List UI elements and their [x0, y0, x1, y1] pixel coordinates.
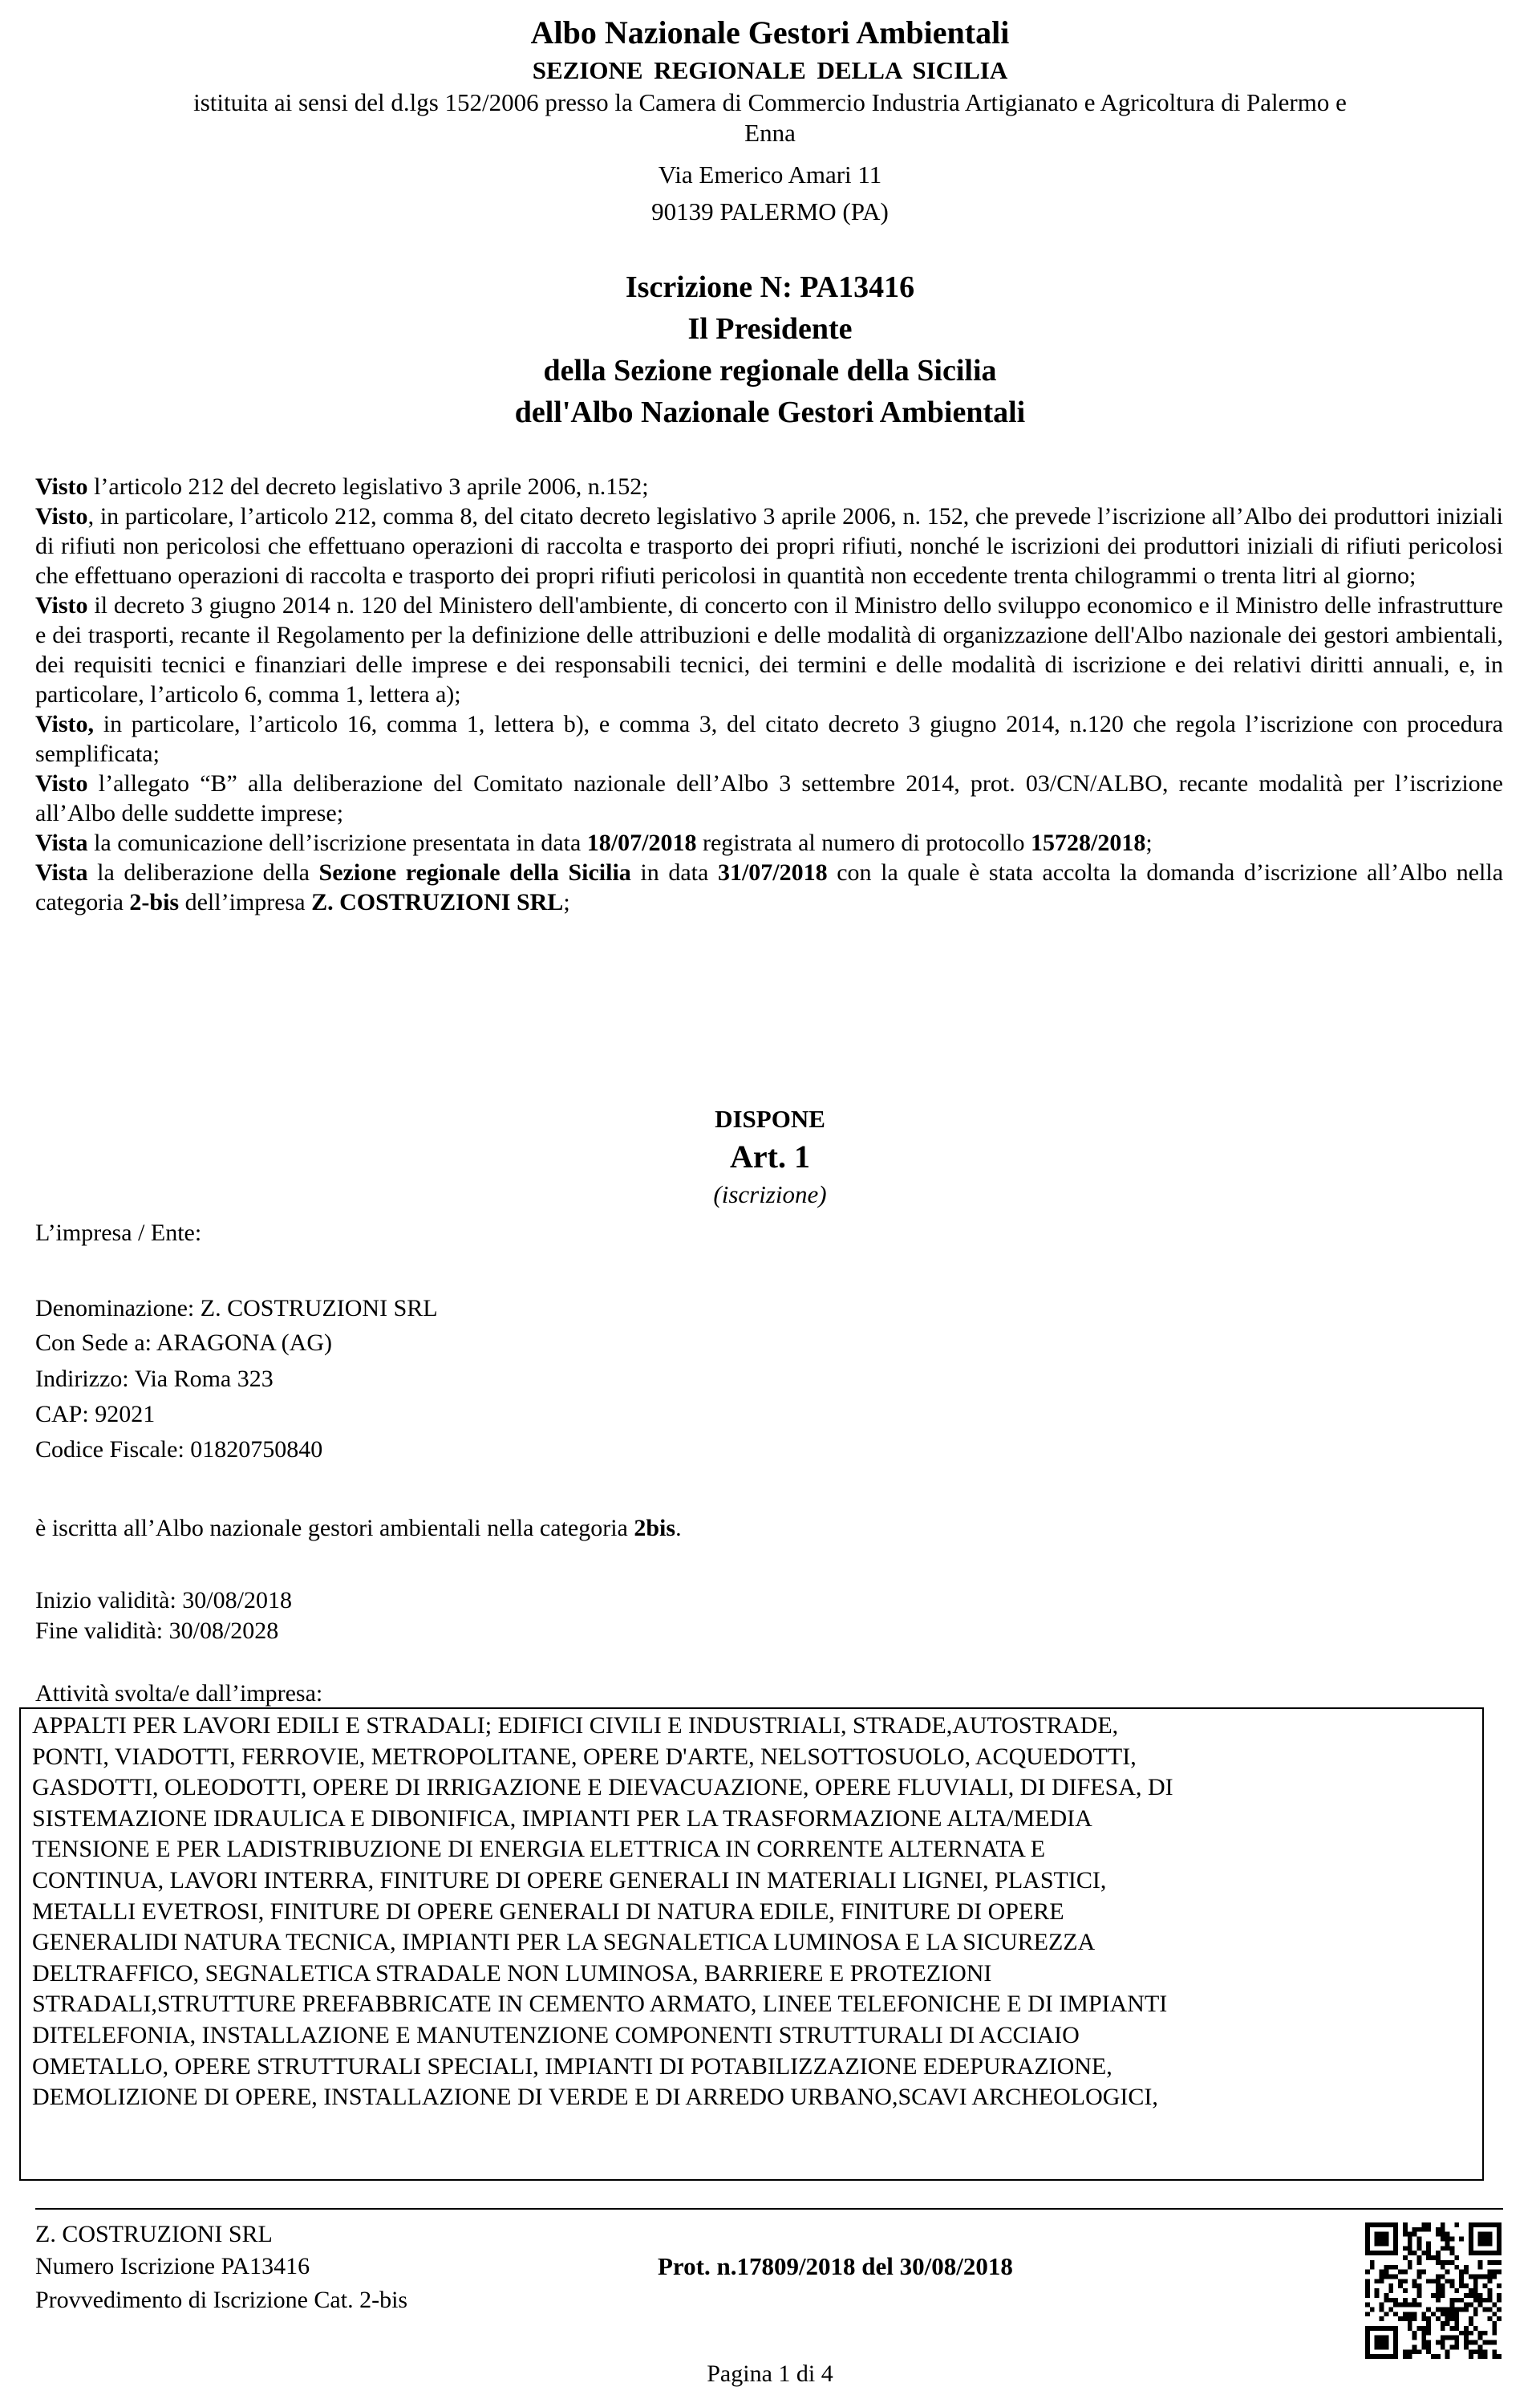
- activities-box: [19, 1707, 1484, 2181]
- activity-line: DEMOLIZIONE DI OPERE, INSTALLAZIONE DI VERDE E DI ARREDO URBANO,SCAVI ARCHEOLOGICI,: [32, 2084, 1158, 2111]
- activity-line: SISTEMAZIONE IDRAULICA E DIBONIFICA, IMPIANTI PER LA TRASFORMAZIONE ALTA/MEDIA: [32, 1804, 1092, 1832]
- premise-2: Visto, in particolare, l’articolo 212, comma 8, del citato decreto legislativo 3 aprile 2006, n. 152, che prevede l’iscrizione all’Albo dei produttori iniziali di rifiuti non pericolosi che effettuano operazioni di raccolta e trasporto dei propri rifiuti, nonché le iscrizioni dei produttori iniziali di rifiuti pericolosi che effettuano operazioni di raccolta e trasporto dei propri rifiuti pericolosi in quantità non eccedente trenta chilogrammi o trenta litri al giorno;: [35, 503, 1503, 589]
- vista-deliberation: Vista la deliberazione della Sezione regionale della Sicilia in data 31/07/2018 con la quale è stata accolta la domanda d’iscrizione all’Albo nella categoria 2-bis dell’impresa Z. COSTRUZIONI SRL;: [35, 859, 1504, 915]
- footer-provvedimento: Provvedimento di Iscrizione Cat. 2-bis: [35, 2287, 408, 2313]
- president-line-3: dell'Albo Nazionale Gestori Ambientali: [514, 396, 1026, 429]
- company-indirizzo: Indirizzo: Via Roma 323: [35, 1366, 274, 1392]
- activity-line: APPALTI PER LAVORI EDILI E STRADALI; EDIFICI CIVILI E INDUSTRIALI, STRADE,AUTOSTRADE,: [32, 1712, 1119, 1739]
- enrollment-statement: è iscritta all’Albo nazionale gestori ambientali nella categoria 2bis.: [35, 1515, 682, 1541]
- activity-line: METALLI EVETROSI, FINITURE DI OPERE GENERALI DI NATURA EDILE, FINITURE DI OPERE: [32, 1898, 1064, 1925]
- premise-5: Visto l’allegato “B” alla deliberazione del Comitato nazionale dell’Albo 3 settembre 2014, prot. 03/CN/ALBO, recante modalità per l’iscrizione all’Albo delle suddette imprese;: [35, 770, 1503, 826]
- company-intro: L’impresa / Ente:: [35, 1220, 202, 1246]
- company-denominazione: Denominazione: Z. COSTRUZIONI SRL: [35, 1295, 438, 1321]
- page-number: Pagina 1 di 4: [707, 2360, 833, 2387]
- activity-line: DITELEFONIA, INSTALLAZIONE E MANUTENZIONE COMPONENTI STRUTTURALI DI ACCIAIO: [32, 2021, 1080, 2048]
- established-line-1: istituita ai sensi del d.lgs 152/2006 presso la Camera di Commercio Industria Artigianato e Agricoltura di Palermo e: [193, 88, 1347, 116]
- article-heading: Art. 1: [730, 1139, 810, 1175]
- premise-4: Visto, in particolare, l’articolo 16, comma 1, lettera b), e comma 3, del citato decreto 3 giugno 2014, n.120 che regola l’iscrizione con procedura semplificata;: [35, 711, 1503, 767]
- section-title: SEZIONE REGIONALE DELLA SICILIA: [532, 56, 1008, 84]
- activity-line: PONTI, VIADOTTI, FERROVIE, METROPOLITANE, OPERE D'ARTE, NELSOTTOSUOLO, ACQUEDOTTI,: [32, 1743, 1137, 1770]
- dispone-heading: DISPONE: [715, 1105, 825, 1133]
- footer-protocol: Prot. n.17809/2018 del 30/08/2018: [658, 2252, 1013, 2280]
- footer-divider: [35, 2208, 1503, 2210]
- article-subtitle: (iscrizione): [713, 1180, 827, 1208]
- premises-block: [35, 472, 1503, 917]
- address-city: 90139 PALERMO (PA): [651, 197, 889, 225]
- company-sede: Con Sede a: ARAGONA (AG): [35, 1329, 332, 1356]
- activity-line: DELTRAFFICO, SEGNALETICA STRADALE NON LUMINOSA, BARRIERE E PROTEZIONI: [32, 1959, 992, 1987]
- vista-communication: Vista la comunicazione dell’iscrizione presentata in data 18/07/2018 registrata al numero di protocollo 15728/2018;: [35, 830, 1153, 856]
- premise-1: Visto l’articolo 212 del decreto legislativo 3 aprile 2006, n.152;: [35, 473, 649, 500]
- premise-3: Visto il decreto 3 giugno 2014 n. 120 del Ministero dell'ambiente, di concerto con il Ministro dello sviluppo economico e il Ministro delle infrastrutture e dei trasporti, recante il Regolamento per la definizione delle attribuzioni e delle modalità di organizzazione dell'Albo nazionale dei gestori ambientali, dei requisiti tecnici e finanziari delle imprese e dei responsabili tecnici, dei termini e delle modalità di iscrizione e dei relativi diritti annuali, e, in particolare, l’articolo 6, comma 1, lettera a);: [35, 592, 1503, 708]
- company-cap: CAP: 92021: [35, 1401, 156, 1427]
- registration-number: Iscrizione N: PA13416: [625, 270, 915, 304]
- validity-end: Fine validità: 30/08/2028: [35, 1618, 279, 1644]
- footer-registration-number: Numero Iscrizione PA13416: [35, 2253, 310, 2279]
- activity-line: GASDOTTI, OLEODOTTI, OPERE DI IRRIGAZIONE E DIEVACUAZIONE, OPERE FLUVIALI, DI DIFESA, DI: [32, 1774, 1173, 1801]
- activity-line: TENSIONE E PER LADISTRIBUZIONE DI ENERGIA ELETTRICA IN CORRENTE ALTERNATA E: [32, 1836, 1046, 1863]
- activities-label: Attività svolta/e dall’impresa:: [35, 1680, 323, 1707]
- activity-line: GENERALIDI NATURA TECNICA, IMPIANTI PER LA SEGNALETICA LUMINOSA E LA SICUREZZA: [32, 1929, 1096, 1956]
- qr-code-icon: [1365, 2222, 1502, 2359]
- document-title: Albo Nazionale Gestori Ambientali: [530, 14, 1010, 51]
- activity-line: STRADALI,STRUTTURE PREFABBRICATE IN CEMENTO ARMATO, LINEE TELEFONICHE E DI IMPIANTI: [32, 1991, 1168, 2018]
- address-street: Via Emerico Amari 11: [658, 160, 882, 189]
- president-line-1: Il Presidente: [687, 312, 853, 346]
- activity-line: OMETALLO, OPERE STRUTTURALI SPECIALI, IMPIANTI DI POTABILIZZAZIONE EDEPURAZIONE,: [32, 2052, 1112, 2080]
- activity-line: CONTINUA, LAVORI INTERRA, FINITURE DI OPERE GENERALI IN MATERIALI LIGNEI, PLASTICI,: [32, 1866, 1107, 1894]
- established-line-2: Enna: [744, 119, 796, 147]
- company-codice-fiscale: Codice Fiscale: 01820750840: [35, 1436, 323, 1463]
- validity-start: Inizio validità: 30/08/2018: [35, 1587, 292, 1614]
- footer-company: Z. COSTRUZIONI SRL: [35, 2221, 273, 2247]
- president-line-2: della Sezione regionale della Sicilia: [543, 354, 997, 388]
